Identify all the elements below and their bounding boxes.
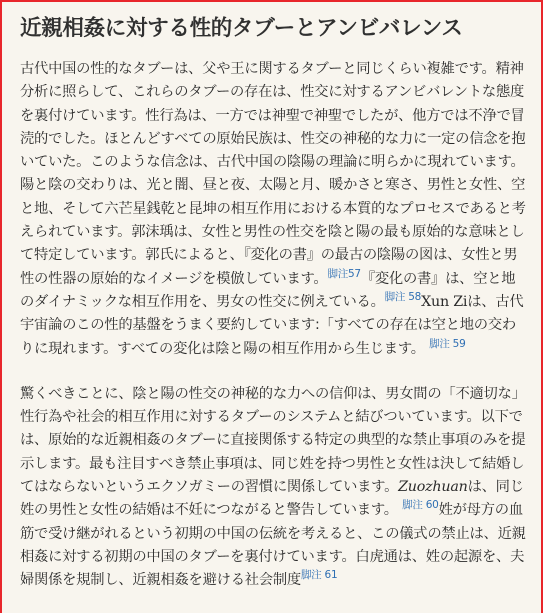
footnote-60-link[interactable]: 脚注 60	[402, 499, 439, 512]
paragraph-1-text-c: は、古代宇宙論のこの性的基盤をうまく要約しています:「すべての存在は空と地の交わりに現れます。すべての変化は陰と陽の相互作用から生じます。	[20, 293, 524, 357]
footnote-58-link[interactable]: 脚注 58	[384, 290, 422, 303]
zuozhuan-name: Zuozhuan	[398, 479, 468, 496]
paragraph-2	[20, 383, 527, 593]
xunzi-name: Xun Zi	[421, 293, 468, 310]
paragraph-2-text-c: 姓が母方の血筋で受け継がれるという初期の中国の伝統を考えると、この儀式の禁止は、近親相姦に対する初期の中国のタブーを裏付けています。白虎通は、姓の起源を、夫婦関係を規制し、近親相姦を避ける社会制度	[20, 502, 526, 589]
paragraph-1-text-b: 『変化の書』は、空と地のダイナミックな相互作用を、男女の性交に例えている。	[20, 270, 516, 310]
paragraph-2-text-b: は、同じ姓の男性と女性の結婚は不妊につながると警告しています。	[20, 479, 524, 519]
article-content	[2, 2, 541, 593]
article-title: 近親相姦に対する性的タブーとアンビバレンス	[20, 16, 463, 41]
paragraph-1-text-a: 古代中国の性的なタブーは、父や王に関するタブーと同じくらい複雑です。精神分析に照らして、これらのタブーの存在は、性交に対するアンビバレントな態度を裏付けています。性行為は、一方では神聖で神聖でしたが、他方では不浄で冒涜的でした。ほとんどすべての原始民族は、性交の神秘的な力に一定の信念を抱いていた。このような信念は、古代中国の陰陽の理論に明らかに現れています。陽と陰の交わりは、光と闇、昼と夜、太陽と月、暖かさと寒さ、男性と女性、空と地、そして六芒星銭乾と昆坤の相互作用における本質的なプロセスであると考えられています。郭沫瑀は、女性と男性の性交を陰と陽の最も原始的な意味として特定しています。郭氏によると、『変化の書』の最古の陰陽の図は、女性と男性の性器の原始的なイメージを模倣しています。	[20, 61, 526, 287]
footnote-59-link[interactable]: 脚注 59	[429, 337, 466, 350]
footnote-61-link[interactable]: 脚注 61	[300, 569, 338, 582]
paragraph-1	[20, 58, 527, 361]
paragraph-2-text-a: 驚くべきことに、陰と陽の性交の神秘的な力への信仰は、男女間の「不適切な」性行為や社会的相互作用に対するタブーのシステムと結びついています。以下では、原始的な近親相姦のタブーに直接関係する特定の典型的な禁止事項のみを提示します。最も注目すべき禁止事項は、同じ姓を持つ男性と女性は決して結婚してはならないというエクソガミーの習慣に関係しています。	[20, 385, 526, 496]
footnote-57-link[interactable]: 脚注57	[327, 267, 361, 280]
